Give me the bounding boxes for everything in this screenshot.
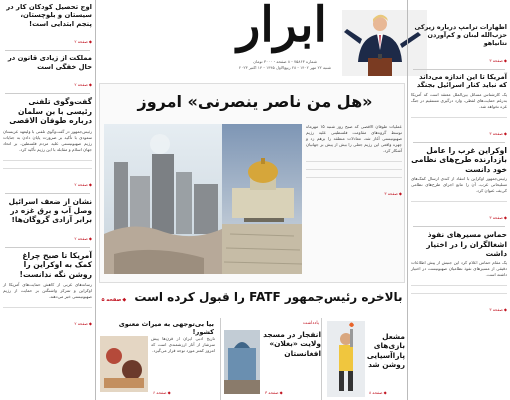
feature-side-lines [306,172,402,178]
left-story-5-headline[interactable]: آمریکا تا صبح چراغ کمک به اوکراین را روشن نگه ندانست! [19,250,92,279]
issue-info-line-2: شنبه ۲۲ مهر ۱۴۰۲ - ۲۸ ربیع‌الاول ۱۴۴۵ - ۱۴ اکتبر ۲۰۲۳ [239,65,331,70]
left-story-4-headline[interactable]: نشان از ضعف اسرائیل وصل آب و برق غزه در برابر آزادی گروگان‌ها! [8,196,92,225]
bottom-story-1-body: تاریخ ادبی ایران از قرن‌ها پیش سرشار از آثار ارزشمندی است که امروز کمتر مورد توجه قرار می‌گیرد. [151,336,215,353]
main-feature[interactable] [99,83,405,283]
left-story-3-body: رئیس‌جمهور در گفت‌وگوی تلفنی با ولیعهد عربستان سعودی با تأکید بر ضرورت پایان دادن به جنایات رژیم صهیونیستی علیه مردم فلسطین، بر اتحاد جهان اسلام و مقابله با این رژیم تأکید کرد. [3,128,92,152]
bottom-story-2-photo [224,330,260,394]
bottom-story-2-more[interactable]: ◆ صفحه ۳ [265,390,283,395]
right-story-2-more[interactable]: ◆ صفحه ۳ [489,215,507,220]
right-story-2-lines [411,196,507,202]
feature-title[interactable]: «هل من ناصر ینصرنی» امروز [137,92,373,111]
bottom-story-2-kicker: یادداشت [302,321,319,326]
feature-side [306,124,402,199]
left-story-4-more[interactable]: ◆ صفحه ۲ [74,236,92,241]
right-story-1-lines [411,112,507,118]
left-story-5-lines [3,302,92,308]
right-story-1-more[interactable]: ◆ صفحه ۳ [489,131,507,136]
bottom-story-1-photo [100,336,148,392]
newspaper-logo[interactable]: ابرار [237,0,327,53]
bottom-story-3-photo [327,321,365,397]
left-story-3-lines [3,163,92,169]
left-story-1-more[interactable]: ◆ صفحه ۲ [74,39,92,44]
fatf-headline[interactable]: بالاخره رئیس‌جمهور FATF را قبول کرده است ◆ صفحه ۵ [97,290,407,312]
feature-photo[interactable] [104,124,302,274]
right-story-1-body: یک کارشناس مسائل بین‌الملل معتقد است که آمریکا به‌رغم حمایت‌های لفظی، وارد درگیری مستقیم در جنگ غزه نخواهد شد. [411,91,507,109]
bottom-story-3[interactable] [325,318,407,400]
bottom-story-1-headline[interactable]: بیا بی‌توجهی به میراث معنوی کشور! [118,320,214,337]
right-top-story-headline[interactable]: اظهارات ترامپ درباره زیرکی حزب‌الله لبنان و کم‌آوردن نتانیاهو [414,23,507,47]
left-story-2-more[interactable]: ◆ صفحه ۲ [74,82,92,87]
bottom-strip [97,318,407,400]
left-story-2-headline[interactable]: مملکت از زیادی قانون در حال خفگی است [7,54,92,71]
right-story-1-headline[interactable]: آمریکا تا این اندازه می‌داند که نباید کنار اسرائیل بجنگد [416,73,507,90]
issue-info-line-1: شماره ۷۵۸۶۳ - ۸ صفحه - ۳۰۰۰ تومان [253,59,317,64]
bottom-story-1[interactable] [97,318,217,400]
right-top-story-more[interactable]: ◆ صفحه ۳ [489,58,507,63]
fatf-more[interactable]: ◆ صفحه ۵ [101,297,126,303]
feature-more[interactable]: ◆ صفحه ۳ [384,191,402,196]
left-story-3-lines [3,155,92,161]
bottom-story-3-headline[interactable]: مشعل بازی‌های پاراآسیایی روشن شد [366,332,405,369]
masthead [97,0,407,78]
right-story-2-body: رئیس‌جمهور اوکراین با انتقاد از کندی ارسال کمک‌های تسلیحاتی غرب، آن را مانع اجرای طرح‌های نظامی کی‌یف عنوان کرد. [411,176,507,194]
left-column [0,0,96,400]
feature-side-text: عملیات طوفان الاقصی که صبح روز شنبه ۱۵ مهرماه توسط گروه‌های مقاومت فلسطینی علیه رژیم صهیونیستی آغاز شد، معادلات منطقه را برهم زد و چهره واقعی این رژیم جعلی را بیش از پیش بر جهانیان آشکار کرد. [306,124,402,153]
right-story-2-headline[interactable]: اوکراین غرب را عامل بازدارنده طرح‌های نظامی خود دانست [411,145,507,174]
bottom-story-2-headline[interactable]: انفجار در مسجد ولایت «بغلان» افغانستان [263,330,321,358]
left-story-5-body: رسانه‌های غربی از کاهش حمایت‌های آمریکا از اوکراین و تمرکز واشنگتن بر حمایت از رژیم صهیونیستی خبر می‌دهند. [3,282,92,300]
left-story-3-headline[interactable]: گفت‌وگوی تلفنی رئیسی با بن سلمان درباره طوفان الاقصی [9,97,92,126]
right-story-3-headline[interactable]: حماس مسیرهای نفوذ اشغالگران را در اختیار داشت [426,230,507,258]
bottom-story-3-more[interactable]: ◆ صفحه ۸ [369,390,387,395]
right-story-3-more[interactable]: ◆ صفحه ۳ [489,307,507,312]
bottom-story-1-more[interactable]: ◆ صفحه ۶ [153,390,171,395]
mosque-explosion-illustration [224,330,260,394]
right-column [407,0,510,400]
gaza-mosque-illustration [104,124,302,274]
right-story-3-lines [411,288,507,294]
left-story-3-more[interactable]: ◆ صفحه ۲ [74,182,92,187]
feature-side-lines [306,156,402,162]
carpet-illustration [100,336,148,392]
feature-side-lines [306,164,402,170]
bottom-story-2[interactable] [220,318,322,400]
torch-bearer-illustration [327,321,365,397]
right-story-3-body: یک مقام حماس اعلام کرد این جنبش از پیش اطلاعات دقیقی از مسیرهای نفوذ نظامیان صهیونیست در اختیار داشته است. [411,260,507,278]
right-story-3-lines [411,280,507,286]
issue-info [235,58,335,70]
left-story-5-more[interactable]: ◆ صفحه ۲ [74,321,92,326]
left-story-1-headline[interactable]: اوج تحصیل کودکان کار در سیستان و بلوچستان، پنجم ابتدایی است! [6,3,92,28]
